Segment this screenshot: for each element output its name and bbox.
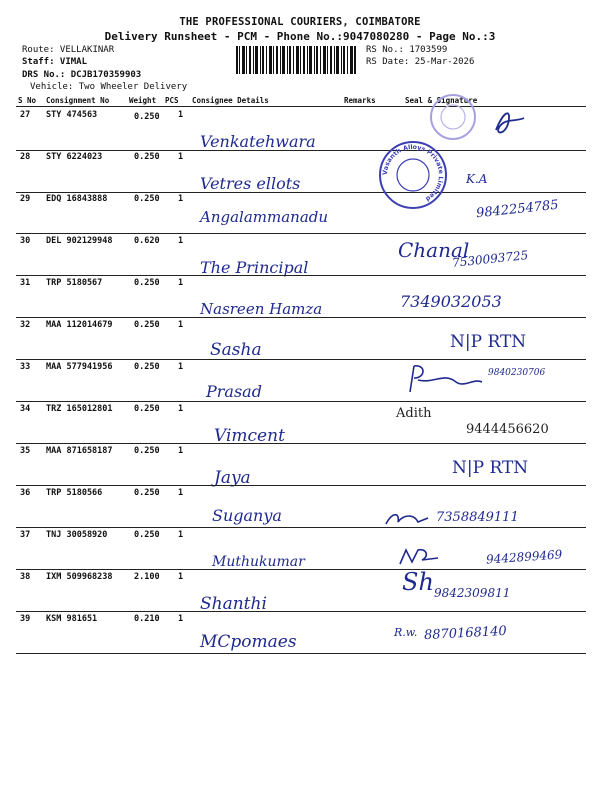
table-row (0, 278, 600, 318)
row-consignment: TRP 5180567 (46, 278, 103, 288)
signature: Sh (402, 568, 434, 596)
table-row (0, 194, 600, 234)
row-pcs: 1 (178, 362, 184, 372)
row-pcs: 1 (178, 530, 184, 540)
row-pcs: 1 (178, 194, 184, 204)
signature (404, 362, 484, 396)
col-weight: Weight (129, 96, 157, 105)
row-weight: 0.250 (134, 152, 160, 162)
consignee-name: Angalammanadu (200, 208, 329, 226)
consignee-name: Muthukumar (212, 554, 305, 570)
row-consignment: STY 474563 (46, 110, 98, 120)
row-weight: 0.250 (134, 194, 160, 204)
row-sno: 38 (20, 572, 31, 582)
row-weight: 0.250 (134, 404, 160, 414)
col-consignment: Consignment No (46, 96, 110, 105)
consignee-name: Suganya (212, 506, 282, 525)
signature (398, 546, 442, 568)
consignee-name: Shanthi (200, 594, 267, 614)
consignee-name: The Principal (200, 258, 309, 277)
row-consignment: TNJ 30058920 (46, 530, 108, 540)
row-consignment: TRP 5180566 (46, 488, 103, 498)
row-divider (16, 569, 586, 570)
row-divider (16, 611, 586, 612)
rs-number: RS No.: 1703599 (366, 45, 448, 55)
row-remark: K.A (466, 172, 488, 186)
document-title: Delivery Runsheet - PCM - Phone No.:9047080280 - Page No.:3 (104, 30, 496, 43)
row-weight: 0.620 (134, 236, 160, 246)
row-pcs: 1 (178, 572, 184, 582)
rs-date: RS Date: 25-Mar-2026 (366, 57, 475, 67)
row-sno: 31 (20, 278, 31, 288)
row-weight: 0.250 (134, 488, 160, 498)
row-remark: 9442899469 (485, 547, 563, 567)
seal-mark (428, 92, 478, 142)
row-consignment: MAA 871658187 (46, 446, 113, 456)
drs-number: DRS No.: DCJB170359903 (22, 70, 142, 80)
row-consignment: MAA 112014679 (46, 320, 113, 330)
row-consignment: TRZ 165012801 (46, 404, 113, 414)
row-remark: 9444456620 (466, 422, 549, 437)
remark-prefix: R.w. (394, 626, 418, 639)
row-sno: 37 (20, 530, 31, 540)
consignee-name: Nasreen Hamza (200, 300, 323, 318)
row-weight: 0.210 (134, 614, 160, 624)
table-row (0, 320, 600, 360)
barcode (236, 46, 356, 74)
consignee-name: Jaya (214, 468, 251, 488)
row-sno: 30 (20, 236, 31, 246)
consignee-name: MCpomaes (200, 632, 297, 652)
consignee-name: Prasad (206, 382, 262, 401)
row-divider (16, 192, 586, 193)
row-sno: 35 (20, 446, 31, 456)
row-weight: 0.250 (134, 446, 160, 456)
table-row (0, 568, 600, 614)
row-remark: N|P RTN (452, 458, 529, 478)
consignee-name: Venkatehwara (200, 132, 316, 151)
row-remark: 7358849111 (436, 510, 519, 525)
row-remark: 9840230706 (488, 368, 546, 378)
row-consignment: STY 6224023 (46, 152, 103, 162)
row-pcs: 1 (178, 446, 184, 456)
row-sno: 28 (20, 152, 31, 162)
staff-label: Staff: VIMAL (22, 57, 88, 67)
col-sno: S No (18, 96, 37, 105)
table-row (0, 362, 600, 402)
row-sno: 39 (20, 614, 31, 624)
table-row (0, 614, 600, 654)
col-remarks: Remarks (344, 96, 376, 105)
row-sno: 27 (20, 110, 31, 120)
row-sno: 36 (20, 488, 31, 498)
row-remark: N|P RTN (450, 332, 527, 352)
col-pcs: PCS (165, 96, 179, 105)
row-remark: 7530093725 (451, 248, 529, 270)
row-weight: 0.250 (134, 530, 160, 540)
row-remark: 7349032053 (400, 292, 502, 311)
row-pcs: 1 (178, 320, 184, 330)
vehicle-label: Vehicle: Two Wheeler Delivery (30, 82, 188, 92)
row-remark: 8870168140 (423, 623, 508, 644)
row-consignment: DEL 902129948 (46, 236, 113, 246)
stamp-text: Vasanth Alloys Private Limited (381, 143, 445, 203)
row-divider (16, 233, 586, 234)
company-stamp (378, 140, 448, 210)
row-pcs: 1 (178, 404, 184, 414)
signature (490, 104, 530, 142)
row-sno: 29 (20, 194, 31, 204)
row-divider (16, 401, 586, 402)
row-weight: 0.250 (134, 320, 160, 330)
row-divider (16, 359, 586, 360)
row-remark: 9842309811 (434, 586, 511, 600)
row-pcs: 1 (178, 488, 184, 498)
table-row (0, 152, 600, 192)
row-weight: 2.100 (134, 572, 160, 582)
table-row (0, 488, 600, 528)
row-divider (16, 653, 586, 654)
row-consignment: MAA 577941956 (46, 362, 113, 372)
remark-name: Adith (396, 406, 432, 421)
row-sno: 33 (20, 362, 31, 372)
consignee-name: Vimcent (214, 426, 285, 446)
route-label: Route: VELLAKINAR (22, 45, 115, 55)
row-consignment: IXM 509968238 (46, 572, 113, 582)
table-row (0, 446, 600, 486)
consignee-name: Sasha (210, 340, 262, 360)
row-divider (16, 317, 586, 318)
table-row (0, 404, 600, 444)
signature: Chanal (398, 238, 470, 262)
row-divider (16, 485, 586, 486)
row-pcs: 1 (178, 152, 184, 162)
row-weight: 0.250 (134, 278, 160, 288)
row-divider (16, 150, 586, 151)
row-sno: 34 (20, 404, 31, 414)
row-pcs: 1 (178, 278, 184, 288)
row-sno: 32 (20, 320, 31, 330)
col-consignee: Consignee Details (192, 96, 269, 105)
col-seal-signature: Seal & Signature (405, 96, 478, 105)
signature (384, 510, 430, 528)
row-pcs: 1 (178, 236, 184, 246)
row-consignment: KSM 981651 (46, 614, 98, 624)
row-remark: 9842254785 (475, 197, 560, 222)
row-weight: 0.250 (134, 112, 160, 122)
consignee-name: Vetres ellots (200, 174, 301, 193)
row-pcs: 1 (178, 110, 184, 120)
row-pcs: 1 (178, 614, 184, 624)
row-consignment: EDQ 16843888 (46, 194, 108, 204)
row-divider (16, 527, 586, 528)
row-weight: 0.250 (134, 362, 160, 372)
company-name: THE PROFESSIONAL COURIERS, COIMBATORE (179, 16, 421, 28)
row-divider (16, 443, 586, 444)
table-row (0, 530, 600, 570)
row-divider (16, 275, 586, 276)
table-row (0, 236, 600, 276)
